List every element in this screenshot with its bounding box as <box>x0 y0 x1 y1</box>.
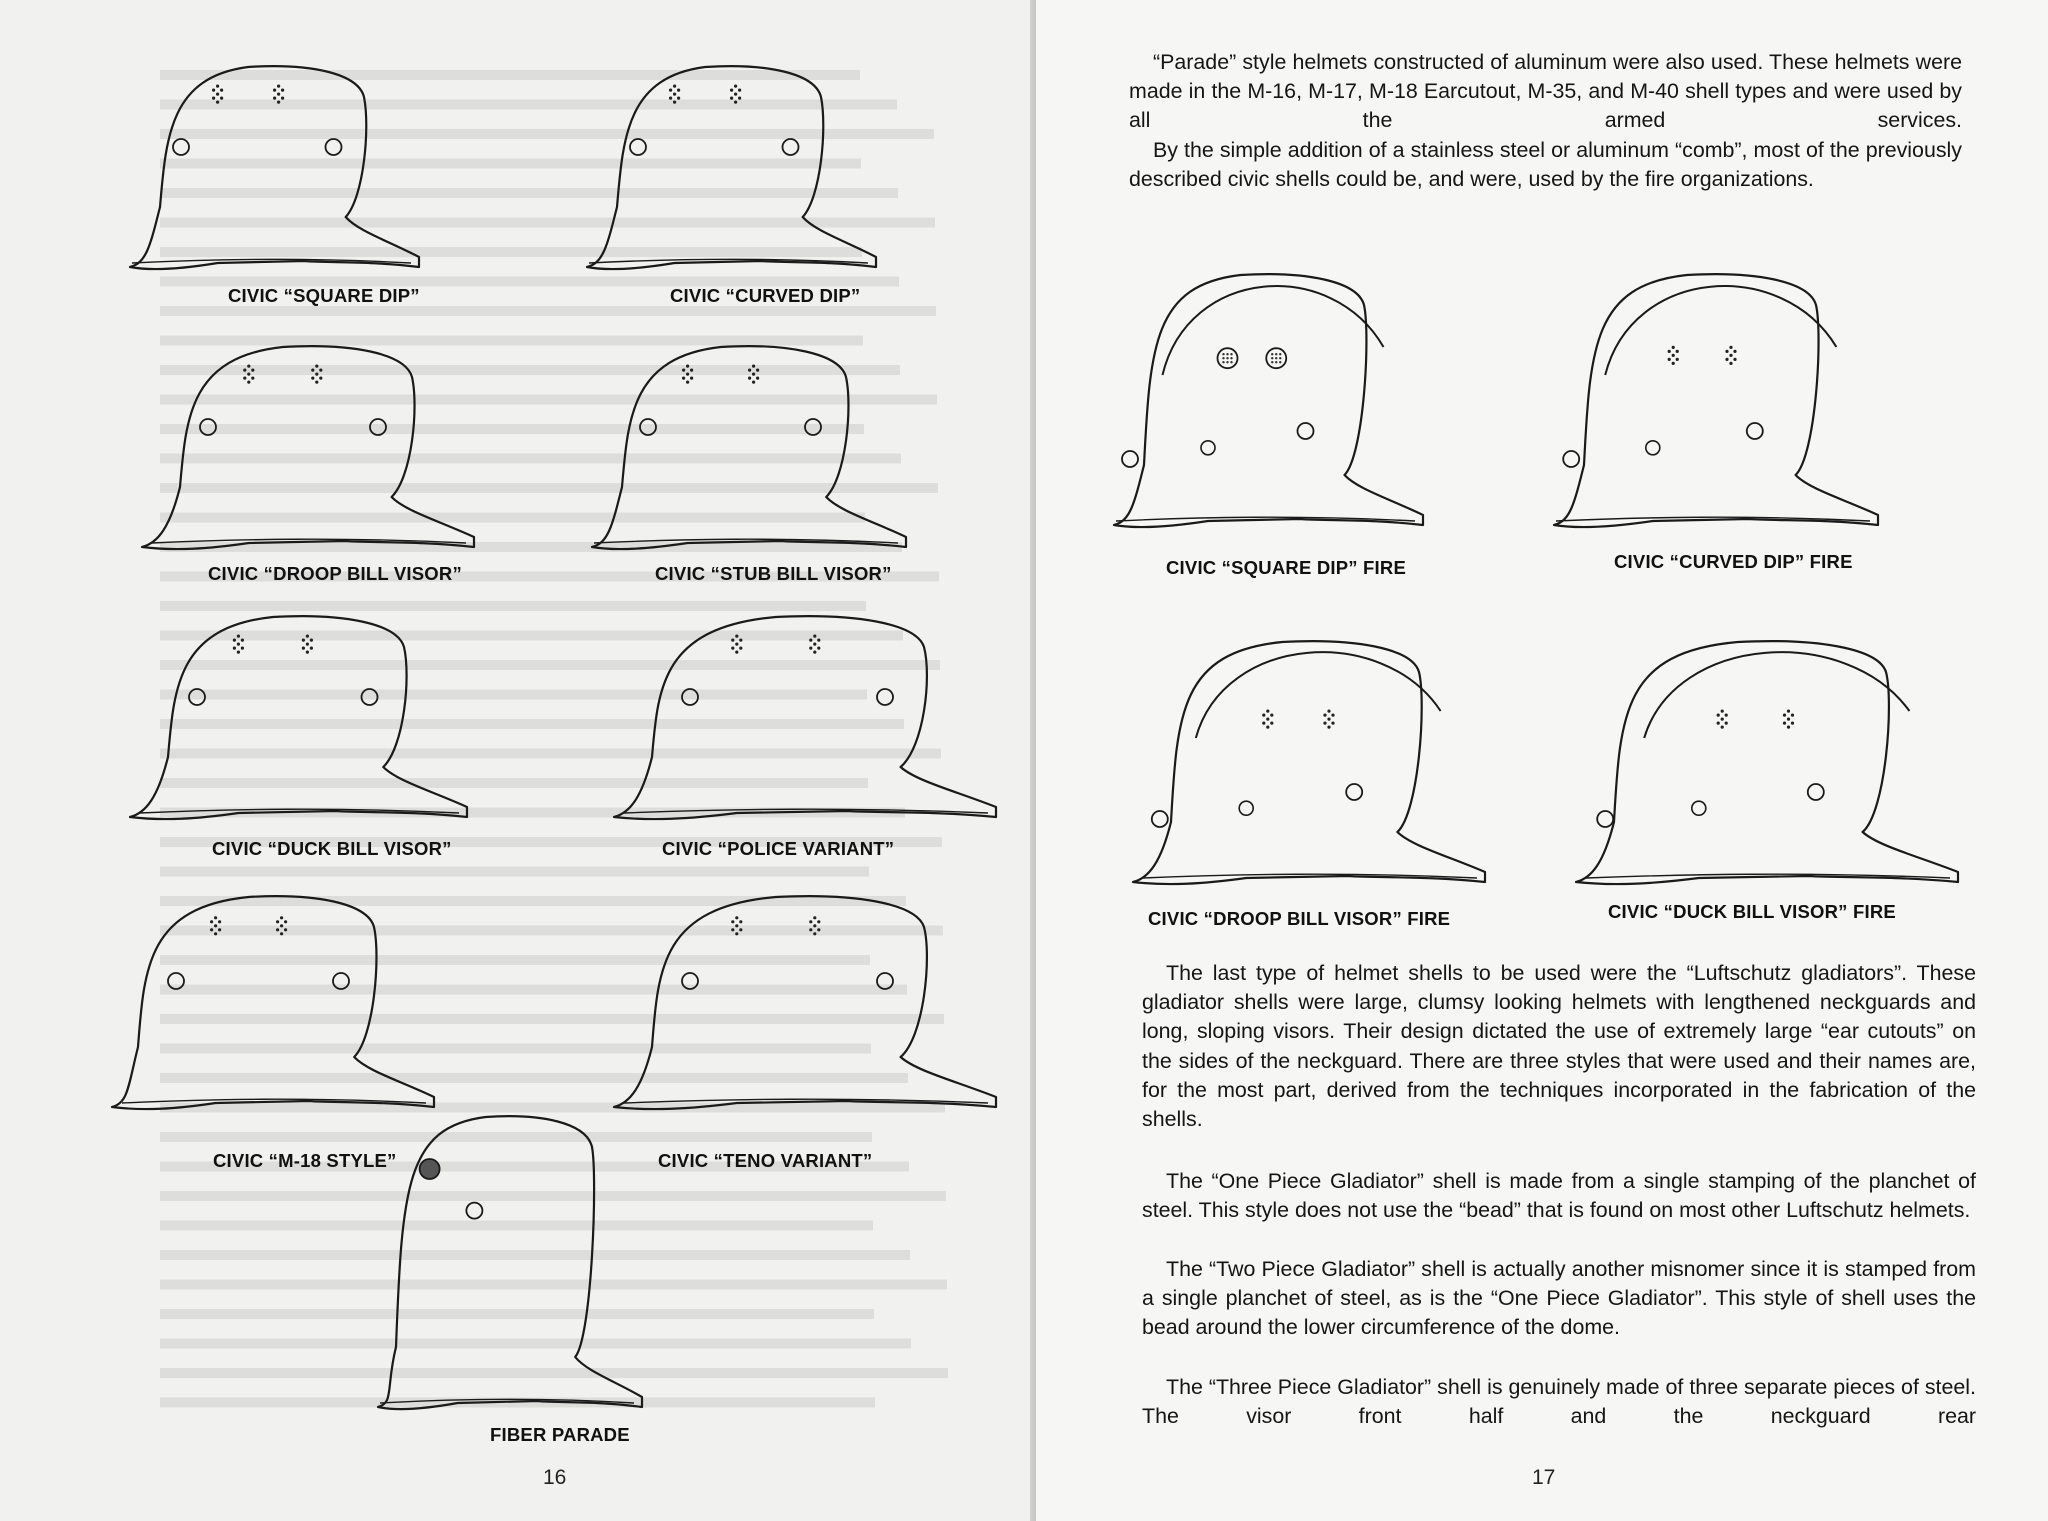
rivet <box>173 139 189 155</box>
helmet-drawing <box>1576 641 1958 884</box>
helmet-outline <box>1114 274 1423 527</box>
helmet-outline <box>142 346 474 549</box>
vent-holes <box>809 916 820 935</box>
vent-holes <box>669 85 680 104</box>
rivet <box>630 139 646 155</box>
rivet <box>1298 423 1314 439</box>
vent-holes <box>731 916 742 935</box>
helmet-drawing <box>130 616 467 819</box>
rivet <box>783 139 799 155</box>
helmet-outline <box>378 1116 642 1409</box>
rivet <box>1747 423 1763 439</box>
rivet <box>1597 811 1613 827</box>
helmet-curved-dip-fire <box>1544 263 1884 543</box>
vent-holes <box>1725 346 1736 365</box>
rivet <box>1239 801 1253 815</box>
helmet-outline <box>112 896 434 1109</box>
right-page <box>1036 0 2048 1521</box>
vent-holes <box>243 365 254 384</box>
helmet-square-dip-fire <box>1104 263 1429 543</box>
rivet <box>362 689 378 705</box>
rivet <box>200 419 216 435</box>
helmet-drawing <box>112 896 434 1109</box>
helmet-fiber-parade <box>368 1105 648 1425</box>
rivet <box>1201 441 1215 455</box>
vent-holes <box>273 85 284 104</box>
rivet <box>877 973 893 989</box>
vent-holes <box>730 85 741 104</box>
helmet-outline <box>1554 274 1878 527</box>
rivet <box>326 139 342 155</box>
rivet <box>333 973 349 989</box>
rivet <box>682 689 698 705</box>
paragraph-one-piece: The “One Piece Gladiator” shell is made from a single stamping of the planchet of steel. This style does not use the “bead” that is found on most other Luftschutz helmets. <box>1142 1169 1976 1223</box>
rivet <box>877 689 893 705</box>
paragraph-luftschutz: The last type of helmet shells to be used were the “Luftschutz gladiators”. These gladiator shells were large, clumsy looking helmets with lengthened neckguards and long, sloping visors. Their design dictated the use of extremely large “ear cutouts” on the sides of the neckguard. There are three styles that were used and their names are, for the most part, derived from the techniques incorporated in the fabrication of the shells. <box>1142 961 1976 1132</box>
rivet <box>1808 784 1824 800</box>
vent-holes <box>210 916 221 935</box>
helmet-civic-curved-dip <box>577 55 882 285</box>
helmet-drawing <box>378 1116 642 1409</box>
caption-civic-curved-dip: CIVIC “CURVED DIP” <box>670 285 861 306</box>
rivet <box>420 1159 440 1179</box>
caption-civic-teno-variant: CIVIC “TENO VARIANT” <box>658 1150 873 1171</box>
rivet <box>1122 451 1138 467</box>
caption-curved-dip-fire: CIVIC “CURVED DIP” FIRE <box>1614 551 1853 572</box>
rivet <box>1692 801 1706 815</box>
vent-holes <box>1783 710 1794 729</box>
rivet <box>805 419 821 435</box>
paragraph-three-piece: The “Three Piece Gladiator” shell is genuinely made of three separate pieces of steel. The visor front half and the neckguard rear <box>1142 1375 1976 1429</box>
rivet <box>1152 811 1168 827</box>
helmet-droop-bill-visor-fire <box>1131 630 1491 900</box>
helmet-outline <box>592 346 906 549</box>
vent-holes <box>1717 710 1728 729</box>
vent-holes <box>1668 346 1679 365</box>
helmet-civic-teno-variant <box>612 885 1002 1125</box>
paragraph-two-piece: The “Two Piece Gladiator” shell is actually another misnomer since it is stamped from a single planchet of steel, as is the “One Piece Gladiator”. This style of shell uses the bead around the lower circumference of the dome. <box>1142 1257 1976 1340</box>
rivet <box>189 689 205 705</box>
helmet-outline <box>614 616 996 819</box>
caption-droop-bill-visor-fire: CIVIC “DROOP BILL VISOR” FIRE <box>1148 908 1451 929</box>
helmet-outline <box>130 616 467 819</box>
caption-square-dip-fire: CIVIC “SQUARE DIP” FIRE <box>1166 557 1406 578</box>
vent-holes <box>731 635 742 654</box>
caption-civic-duck-bill-visor: CIVIC “DUCK BILL VISOR” <box>212 838 452 859</box>
vent-holes <box>302 635 313 654</box>
vent-holes <box>1323 710 1334 729</box>
helmet-duck-bill-visor-fire <box>1574 630 1964 900</box>
rivet <box>640 419 656 435</box>
caption-civic-police-variant: CIVIC “POLICE VARIANT” <box>662 838 895 859</box>
paragraph-parade: “Parade” style helmets constructed of aluminum were also used. These helmets were made in the M-16, M-17, M-18 Earcutout, M-35, and M-40 shell types and were used by all the armed services. <box>1129 50 1962 133</box>
helmet-civic-square-dip <box>120 55 425 285</box>
helmet-civic-police-variant <box>612 605 1002 835</box>
helmet-drawing <box>130 66 419 269</box>
vent-holes <box>212 85 223 104</box>
rivet <box>1646 441 1660 455</box>
vent-holes <box>276 916 287 935</box>
paragraph-comb: By the simple addition of a stainless steel or aluminum “comb”, most of the previously described civic shells could be, and were, used by the fire organizations. <box>1129 138 1962 192</box>
caption-fiber-parade: FIBER PARADE <box>490 1424 630 1445</box>
helmet-drawing <box>142 346 474 549</box>
vent-holes <box>233 635 244 654</box>
helmet-drawing <box>1114 274 1423 527</box>
rivet <box>370 419 386 435</box>
vent-holes <box>311 365 322 384</box>
helmet-outline <box>1133 641 1485 884</box>
helmet-drawing <box>614 896 996 1109</box>
helmet-civic-stub-bill-visor <box>582 335 912 565</box>
helmet-outline <box>614 896 996 1109</box>
helmet-civic-droop-bill-visor <box>140 335 480 565</box>
helmet-drawing <box>1554 274 1878 527</box>
helmet-drawing <box>1133 641 1485 884</box>
page-number-17: 17 <box>1532 1466 1556 1489</box>
rivet <box>682 973 698 989</box>
comb <box>1644 652 1909 738</box>
vent-holes <box>809 635 820 654</box>
comb <box>1196 652 1441 738</box>
page-number-16: 16 <box>543 1466 567 1489</box>
vent-holes <box>748 365 759 384</box>
helmet-drawing <box>592 346 906 549</box>
helmet-drawing <box>614 616 996 819</box>
helmet-drawing <box>587 66 876 269</box>
rivet <box>466 1203 482 1219</box>
comb <box>1605 286 1836 375</box>
vent-holes <box>682 365 693 384</box>
vent-holes <box>1262 710 1273 729</box>
helmet-civic-m18-style <box>110 885 440 1125</box>
caption-civic-m18-style: CIVIC “M-18 STYLE” <box>213 1150 397 1171</box>
rivet <box>1346 784 1362 800</box>
caption-duck-bill-visor-fire: CIVIC “DUCK BILL VISOR” FIRE <box>1608 901 1896 922</box>
helmet-civic-duck-bill-visor <box>128 605 473 835</box>
rivet <box>168 973 184 989</box>
caption-civic-square-dip: CIVIC “SQUARE DIP” <box>228 285 420 306</box>
rivet <box>1563 451 1579 467</box>
helmet-outline <box>1576 641 1958 884</box>
caption-civic-droop-bill-visor: CIVIC “DROOP BILL VISOR” <box>208 563 462 584</box>
caption-civic-stub-bill-visor: CIVIC “STUB BILL VISOR” <box>655 563 892 584</box>
